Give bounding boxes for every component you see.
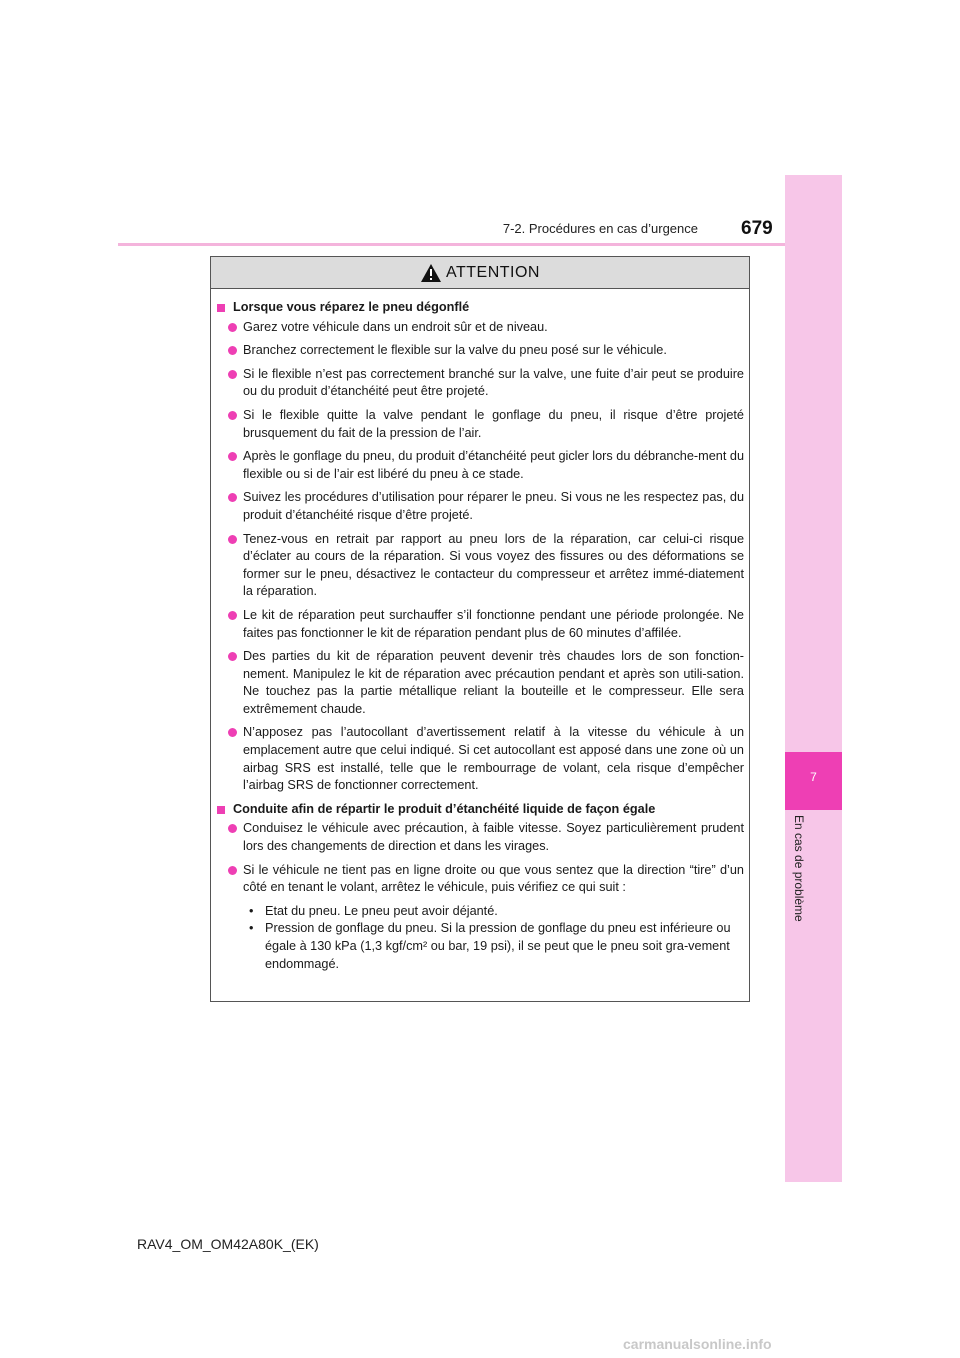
list-item: Si le flexible n’est pas correctement branché sur la valve, une fuite d’air peut se produire ou du produit d’étanchéité peut être projeté. (217, 366, 744, 401)
list-item: Après le gonflage du pneu, du produit d’étanchéité peut gicler lors du débranche-ment du flexible ou si de l’air est libéré du pneu à ce stade. (217, 448, 744, 483)
list-item: N’apposez pas l’autocollant d’avertissement relatif à la vitesse du véhicule à un emplacement autre que celui indiqué. Si cet autocollant est apposé dans une zone où un airbag SRS est installé, telle que le rembourrage de volant, cela risque d’empêcher l’airbag SRS de fonctionner correctement. (217, 724, 744, 794)
section-heading: Conduite afin de répartir le produit d’étanchéité liquide de façon égale (217, 801, 744, 819)
list-item: Des parties du kit de réparation peuvent devenir très chaudes lors de son fonction-nement. Manipulez le kit de réparation avec précaution pendant et après son utili-sation. Ne touchez pas la partie métallique reliant la bouteille et le compresseur. Elle sera extrêmement chaude. (217, 648, 744, 718)
list-item: Le kit de réparation peut surchauffer s’il fonctionne pendant une période prolongée. Ne faites pas fonctionner le kit de réparation pendant plus de 60 minutes d’affilée. (217, 607, 744, 642)
bullet-dot-icon (228, 652, 237, 661)
list-item: Tenez-vous en retrait par rapport au pneu lors de la réparation, car celui-ci risque d’éclater au cours de la réparation. Si vous voyez des fissures ou des déformations se former sur le pneu, désactivez le contacteur du compresseur et arrêtez immé-diatement la réparation. (217, 531, 744, 601)
attention-header (211, 257, 749, 289)
bullet-dot-icon (228, 824, 237, 833)
square-bullet-icon (217, 806, 225, 814)
list-item: Garez votre véhicule dans un endroit sûr et de niveau. (217, 319, 744, 337)
list-item: Si le flexible quitte la valve pendant le gonflage du pneu, il risque d’être projeté brusquement du fait de la pression de l’air. (217, 407, 744, 442)
watermark: carmanualsonline.info (623, 1336, 772, 1352)
header-rule (118, 243, 842, 246)
square-bullet-icon (217, 304, 225, 312)
manual-code: RAV4_OM_OM42A80K_(EK) (137, 1236, 319, 1252)
bullet-dot-icon (228, 611, 237, 620)
bullet-dot-icon (228, 323, 237, 332)
bullet-dot-icon (228, 866, 237, 875)
bullet-dot-icon (228, 370, 237, 379)
bullet-dot-icon (228, 452, 237, 461)
warning-triangle-icon (420, 263, 442, 283)
list-item: Suivez les procédures d’utilisation pour réparer le pneu. Si vous ne les respectez pas, du produit d’étanchéité risque d’être projeté. (217, 489, 744, 524)
small-bullet-icon: • (249, 921, 254, 936)
small-bullet-icon: • (249, 903, 254, 918)
chapter-number: 7 (810, 770, 817, 784)
bullet-dot-icon (228, 346, 237, 355)
attention-box (210, 256, 750, 1002)
list-item: Conduisez le véhicule avec précaution, à faible vitesse. Soyez particulièrement prudent lors des changements de direction et dans les virages. (217, 820, 744, 855)
section-heading: Lorsque vous réparez le pneu dégonflé (217, 299, 744, 317)
bullet-dot-icon (228, 411, 237, 420)
list-item: Si le véhicule ne tient pas en ligne droite ou que vous sentez que la direction “tire” d’un côté en tenant le volant, arrêtez le véhicule, puis vérifiez ce qui suit : (217, 862, 744, 897)
sub-list-item: • Etat du pneu. Le pneu peut avoir déjanté. (249, 903, 744, 921)
bullet-dot-icon (228, 728, 237, 737)
attention-body (211, 289, 749, 973)
section-title: 7-2. Procédures en cas d’urgence (502, 221, 698, 236)
attention-title: ATTENTION (446, 263, 540, 281)
sub-list-item: • Pression de gonflage du pneu. Si la pression de gonflage du pneu est inférieure ou égale à 130 kPa (1,3 kgf/cm² ou bar, 19 psi), il se peut que le pneu soit gra-vement endommagé. (249, 920, 744, 973)
list-item: Branchez correctement le flexible sur la valve du pneu posé sur le véhicule. (217, 342, 744, 360)
bullet-dot-icon (228, 493, 237, 502)
page-number: 679 (741, 218, 773, 239)
chapter-title: En cas de problème (792, 815, 806, 922)
chapter-side-tab (785, 175, 842, 1182)
bullet-dot-icon (228, 535, 237, 544)
